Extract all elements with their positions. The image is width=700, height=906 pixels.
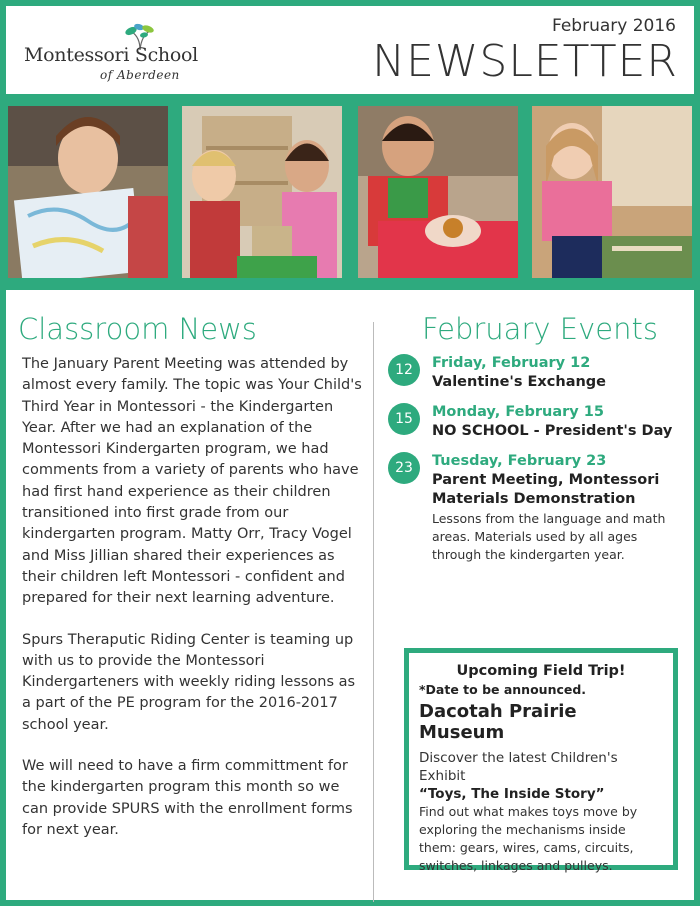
event-date: Friday, February 12 xyxy=(432,355,591,371)
event-item xyxy=(382,452,682,564)
event-item xyxy=(382,403,682,441)
logo-subtitle: of Aberdeen xyxy=(100,68,180,82)
news-paragraph: The January Parent Meeting was attended by almost every family. The topic was Your Child's Third Year in Montessori - the Kindergarten Year. After we had an explanation of the Montessori Kindergarten program, we had comments from a variety of parents who have had first hand experience as their children transitioned into first grade from our kindergarten program. Matty Orr, Tracy Vogel and Miss Jillian shared their experiences as their children left Montessori - confident and prepared for their next learning adventure. xyxy=(22,356,362,607)
classroom-news-heading: Classroom News xyxy=(18,312,257,346)
exhibit-description: Find out what makes toys move by exploring the mechanisms inside them: gears, wires, cams, circuits, switches, linkages and pulleys. xyxy=(419,804,638,873)
child-with-painting-photo xyxy=(8,106,168,278)
children-with-materials-photo xyxy=(182,106,342,278)
issue-date: February 2016 xyxy=(552,16,676,36)
exhibit-intro: Discover the latest Children's Exhibit xyxy=(419,750,618,784)
logo-text: Montessori School xyxy=(24,44,198,66)
school-logo xyxy=(22,22,222,88)
event-day-badge: 23 xyxy=(388,452,420,484)
classroom-news-section xyxy=(16,312,366,861)
newsletter-title: NEWSLETTER xyxy=(372,36,678,87)
exhibit-title: “Toys, The Inside Story” xyxy=(419,786,605,802)
event-title: Valentine's Exchange xyxy=(432,374,607,390)
header xyxy=(6,6,694,94)
field-trip-heading: Upcoming Field Trip! xyxy=(456,663,626,679)
column-divider xyxy=(373,322,374,902)
event-title: NO SCHOOL - President's Day xyxy=(432,423,673,439)
february-events-section xyxy=(382,312,682,873)
field-trip-date-note: *Date to be announced. xyxy=(419,682,587,697)
event-item xyxy=(382,354,682,392)
event-date: Monday, February 15 xyxy=(432,404,604,420)
event-day-badge: 12 xyxy=(388,354,420,386)
child-on-rug-photo xyxy=(532,106,692,278)
museum-name: Dacotah Prairie Museum xyxy=(419,701,577,743)
news-paragraph: Spurs Theraputic Riding Center is teaming up with us to provide the Montessori Kindergarteners with weekly riding lessons as a part of the PE program for the 2016-2017 school year. xyxy=(22,631,356,733)
event-day-badge: 15 xyxy=(388,403,420,435)
event-title: Parent Meeting, Montessori Materials Demonstration xyxy=(432,472,660,507)
event-date: Tuesday, February 23 xyxy=(432,453,607,469)
photo-strip xyxy=(6,94,694,290)
february-events-heading: February Events xyxy=(422,312,658,346)
event-description: Lessons from the language and math areas. Materials used by all ages through the kindergarten year. xyxy=(432,511,666,562)
field-trip-box xyxy=(404,648,678,873)
child-with-tray-photo xyxy=(358,106,518,278)
news-paragraph: We will need to have a firm committment for the kindergarten program this month so we can provide SPURS with the enrollment forms for next year. xyxy=(22,758,353,838)
